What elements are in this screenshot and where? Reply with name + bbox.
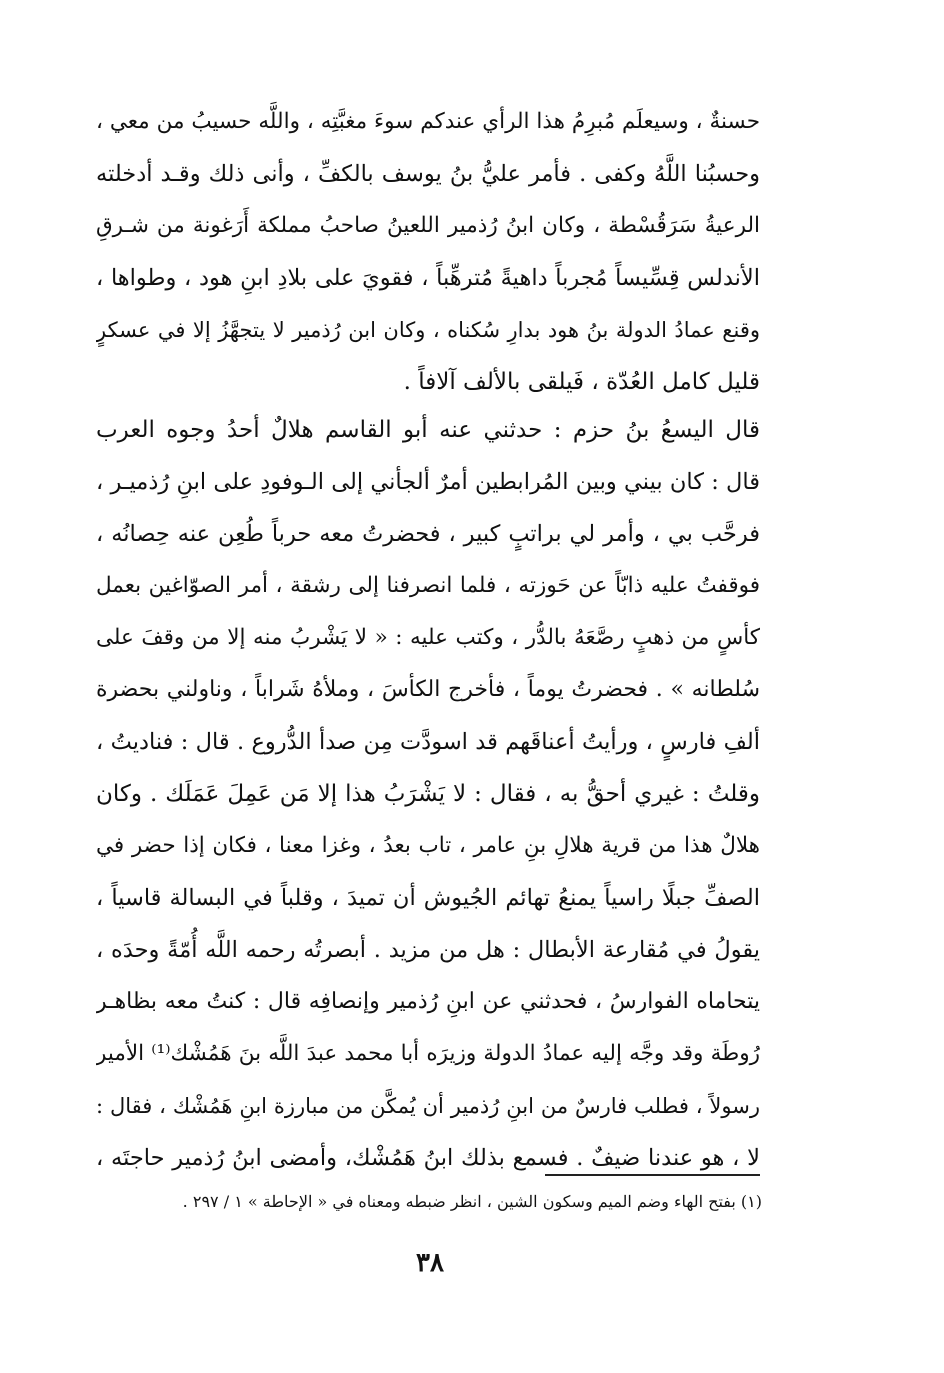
text-line: فوقفتُ عليه ذابّاً عن حَوزته ، فلما انصرفنا إلى رشقة ، أمر الصوّاغين بعمل — [96, 573, 760, 598]
text-line: ألفِ فارسٍ ، ورأيتُ أعناقَهم قد اسودَّت مِن صدأ الدُّروع . قال : فناديتُ ، — [96, 729, 760, 755]
text-line: الرعيةُ سَرَقُسْطة ، وكان ابنُ رُذمير اللعينُ صاحبُ مملكة أَرَغونة من شـرقِ — [96, 213, 760, 238]
paragraph-2 — [96, 404, 760, 1184]
text-line: حسنةٌ ، وسيعلَم مُبرِمُ هذا الرأي عندكم سوءَ مغبَّتِه ، واللَّه حسيبُ من معي ، — [96, 109, 760, 134]
text-line: يتحاماه الفوارسُ ، فحدثني عن ابنِ رُذمير وإنصافِه قال : كنتُ معه بظاهـر — [96, 989, 760, 1014]
text-line: الأندلس قِسِّيساً مُجرباً داهيةً مُترهِّباً ، فقويَ على بلادِ ابنِ هود ، وطواها ، — [96, 265, 760, 291]
text-line: وحسبُنا اللَّهُ وكفى . فأمر عليُّ بنُ يوسف بالكفِّ ، وأنى ذلك وقـد أدخلته — [96, 161, 760, 187]
text-line: قال اليسعُ بنُ حزم : حدثني عنه أبو القاسم هلالٌ أحدُ وجوه العرب — [96, 417, 760, 443]
footnote: (١) بفتح الهاء وضم الميم وسكون الشين ، انظر ضبطه ومعناه في « الإحاطة » ١ / ٢٩٧ . — [182, 1192, 762, 1211]
text-line: كأسٍ من ذهبٍ رصَّعَهُ بالدُّر ، وكتب عليه : « لا يَشْربُ منه إلا من وقفَ على — [96, 625, 760, 650]
text-line: سُلطانه » . فحضرتُ يوماً ، فأخرج الكأسَ ، وملأهُ شَراباً ، وناولني بحضرة — [96, 677, 760, 702]
text-line: قليل كامل العُدّة ، فَيلقى بالألف آلافاً . — [403, 369, 760, 395]
page-number: ٣٨ — [416, 1248, 444, 1278]
text-line: رسولاً ، فطلب فارسٌ من ابنِ رُذمير أن يُمكَّن من مبارزة ابنِ هَمُشْك ، فقال : — [96, 1094, 760, 1118]
text-line: فرحَّب بي ، وأمر لي براتبٍ كبير ، فحضرتُ معه حرباً طُعِن عنه حِصانُه ، — [96, 521, 760, 547]
footnote-divider — [545, 1174, 760, 1176]
paragraph-1 — [96, 96, 760, 408]
text-line: وقلتُ : غيري أحقُّ به ، فقال : لا يَشْرَبُ هذا إلا مَن عَمِلَ عَمَلَك . وكان — [96, 781, 760, 807]
text-line: يقولُ في مُقارعة الأبطال : هل من مزيد . أبصرتُه رحمه اللَّه أُمّةً وحدَه ، — [96, 937, 760, 963]
text-line: رُوطَة وقد وجَّه إليه عمادُ الدولة وزيرَه أبا محمد عبدَ اللَّه بنَ هَمُشْك⁽¹⁾ الأمير — [96, 1041, 760, 1066]
text-line: هلالٌ هذا من قرية هلالِ بنِ عامر ، تاب بعدُ ، وغزا معنا ، فكان إذا حضر في — [96, 833, 760, 858]
text-line: لا ، هو عندنا ضيفٌ . فسمع بذلك ابنُ هَمُشْك، وأمضى ابنُ رُذمير حاجتَه ، — [96, 1145, 760, 1171]
text-line: الصفِّ جبلًا راسياً يمنعُ تهائم الجُيوش أن تميدَ ، وقلباً في البسالة قاسياً ، — [96, 885, 760, 911]
text-line: وقنع عمادُ الدولة بنُ هود بدارِ سُكناه ، وكان ابن رُذمير لا يتجهَّزُ إلا في عسكرٍ — [96, 318, 760, 342]
text-line: قال : كان بيني وبين المُرابطين أمرٌ ألجأني إلى الـوفودِ على ابنِ رُذميـر ، — [96, 469, 760, 495]
